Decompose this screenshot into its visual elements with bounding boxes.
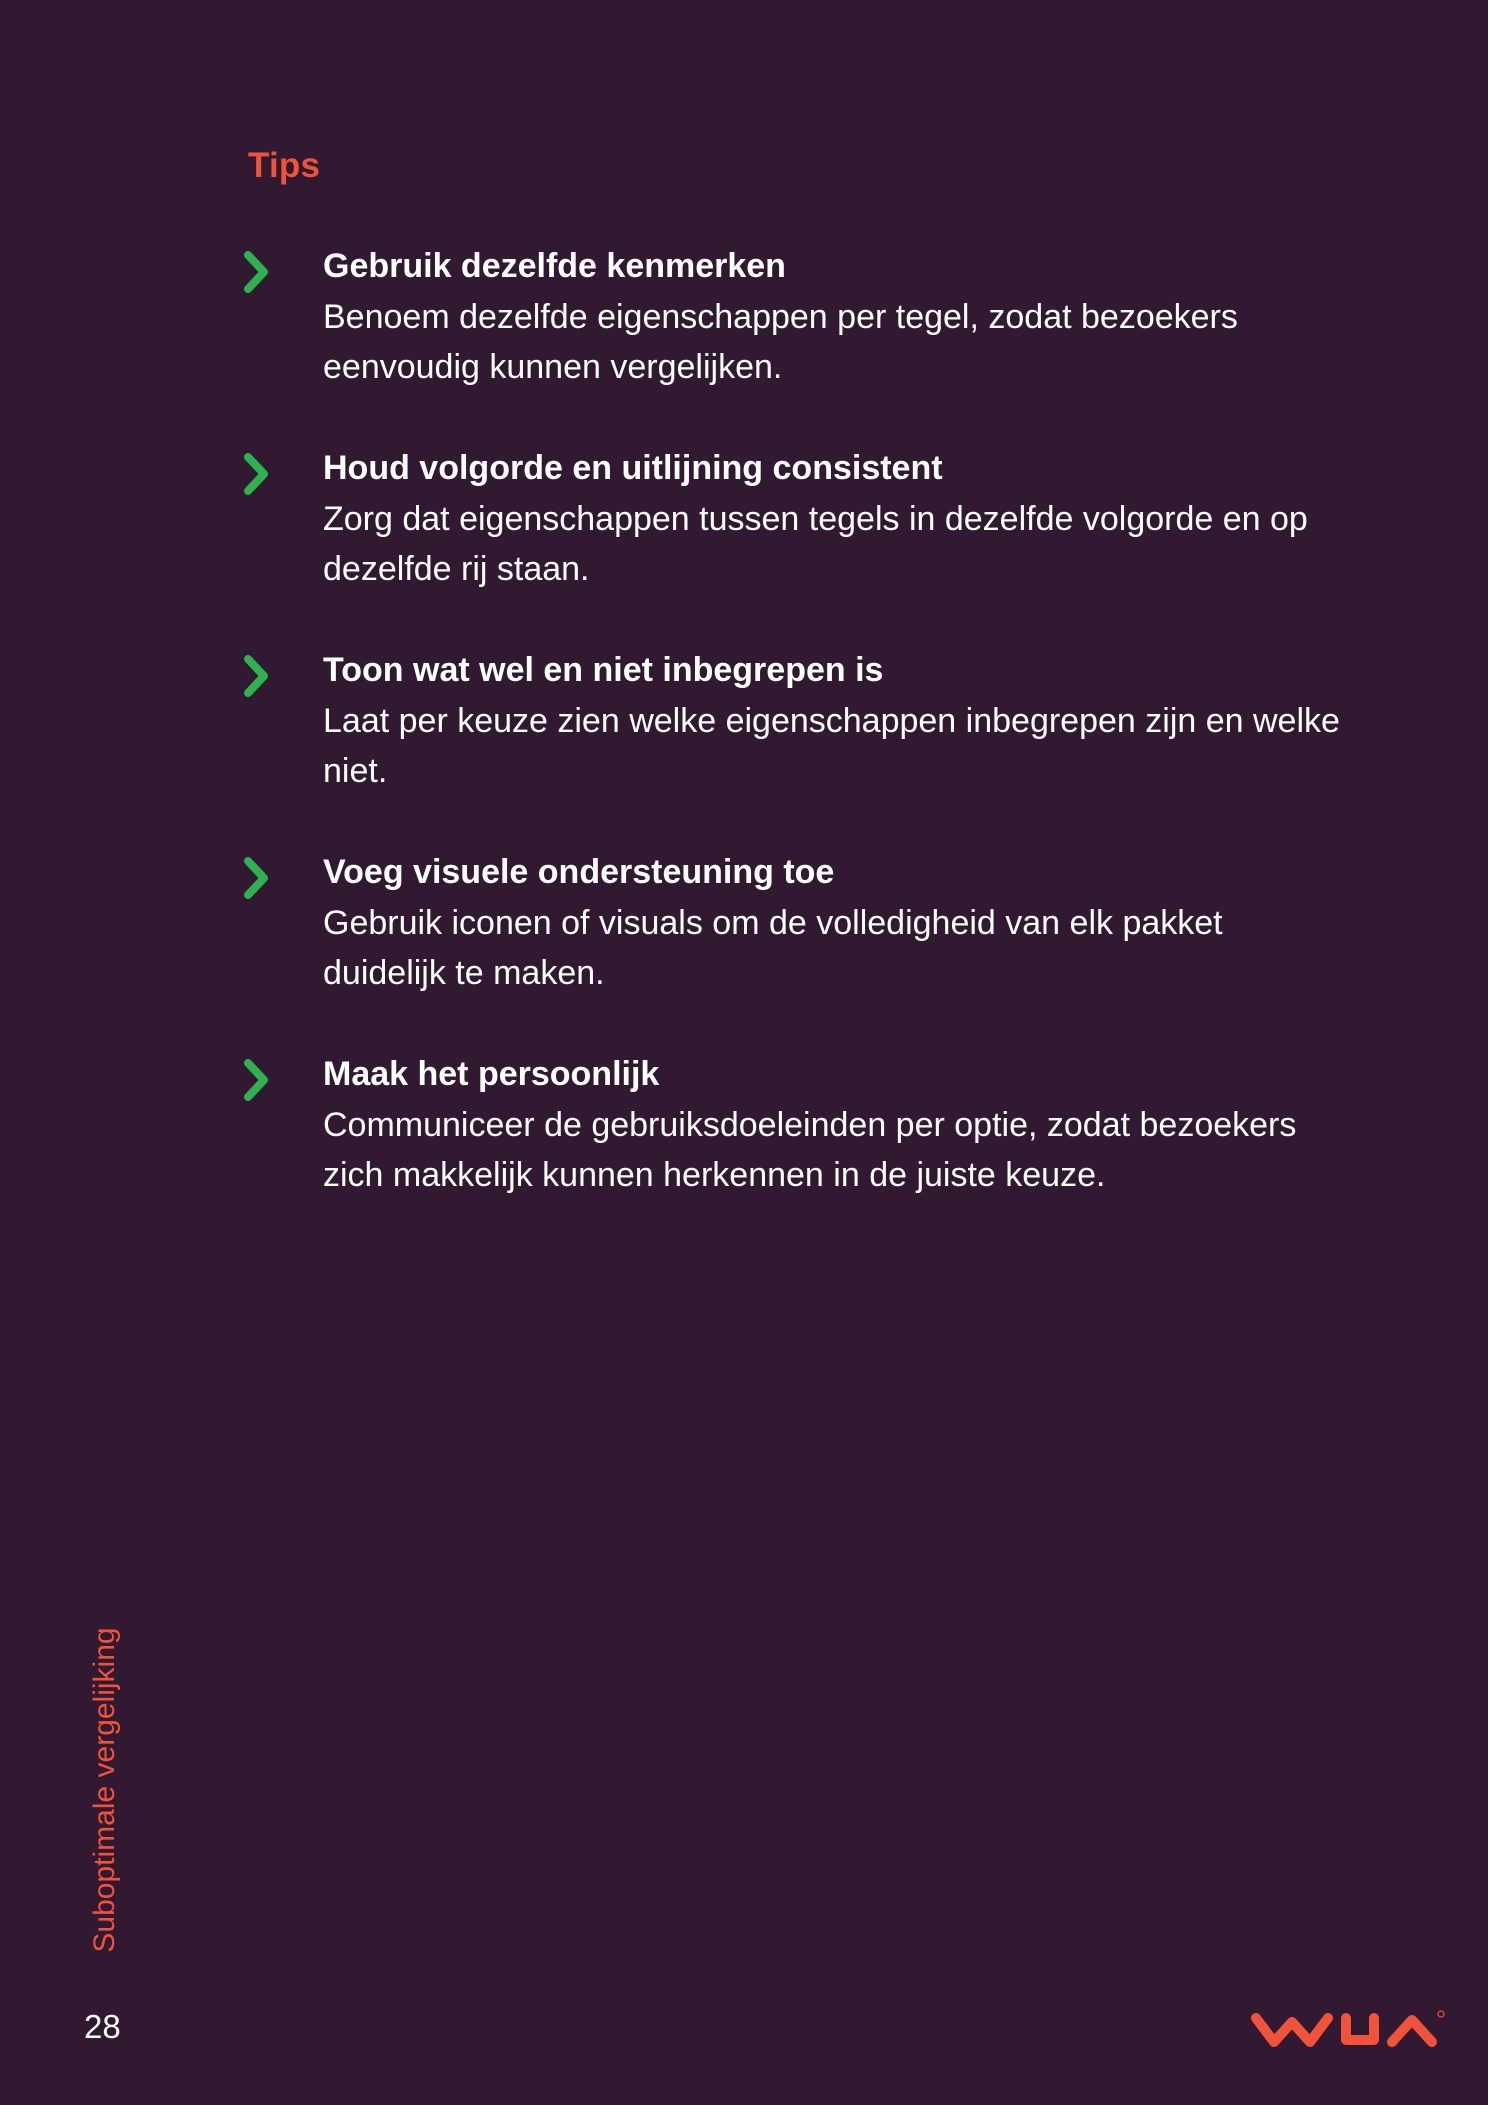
tip-title: Voeg visuele ondersteuning toe xyxy=(323,853,835,891)
chevron-right-icon xyxy=(240,452,272,496)
tip-item xyxy=(240,442,1360,644)
section-title: Tips xyxy=(248,146,321,185)
tip-description: Gebruik iconen of visuals om de volledigheid van elk pakket duidelijk te maken. xyxy=(323,904,1223,992)
wua-logo xyxy=(1250,2008,1446,2052)
tip-description: Laat per keuze zien welke eigenschappen inbegrepen zijn en welke niet. xyxy=(323,702,1340,790)
tip-text xyxy=(323,240,1353,392)
tip-item xyxy=(240,644,1360,846)
chevron-right-icon xyxy=(240,856,272,900)
tip-title: Toon wat wel en niet inbegrepen is xyxy=(323,651,884,689)
tip-description: Benoem dezelfde eigenschappen per tegel, zodat bezoekers eenvoudig kunnen vergelijken. xyxy=(323,298,1238,386)
tip-item xyxy=(240,240,1360,442)
tip-title: Maak het persoonlijk xyxy=(323,1055,660,1093)
tips-list xyxy=(240,240,1360,1250)
tip-description: Communiceer de gebruiksdoeleinden per optie, zodat bezoekers zich makkelijk kunnen herkennen in de juiste keuze. xyxy=(323,1106,1297,1194)
tip-text xyxy=(323,846,1353,998)
tip-item xyxy=(240,846,1360,1048)
tip-description: Zorg dat eigenschappen tussen tegels in dezelfde volgorde en op dezelfde rij staan. xyxy=(323,500,1308,588)
section-side-label: Suboptimale vergelijking xyxy=(88,1627,121,1953)
tip-text xyxy=(323,644,1353,796)
chevron-right-icon xyxy=(240,250,272,294)
tip-text xyxy=(323,442,1353,594)
page-number: 28 xyxy=(84,2008,121,2045)
tip-title: Gebruik dezelfde kenmerken xyxy=(323,247,786,285)
tip-text xyxy=(323,1048,1353,1200)
chevron-right-icon xyxy=(240,1058,272,1102)
tip-title: Houd volgorde en uitlijning consistent xyxy=(323,449,943,487)
chevron-right-icon xyxy=(240,654,272,698)
tip-item xyxy=(240,1048,1360,1250)
